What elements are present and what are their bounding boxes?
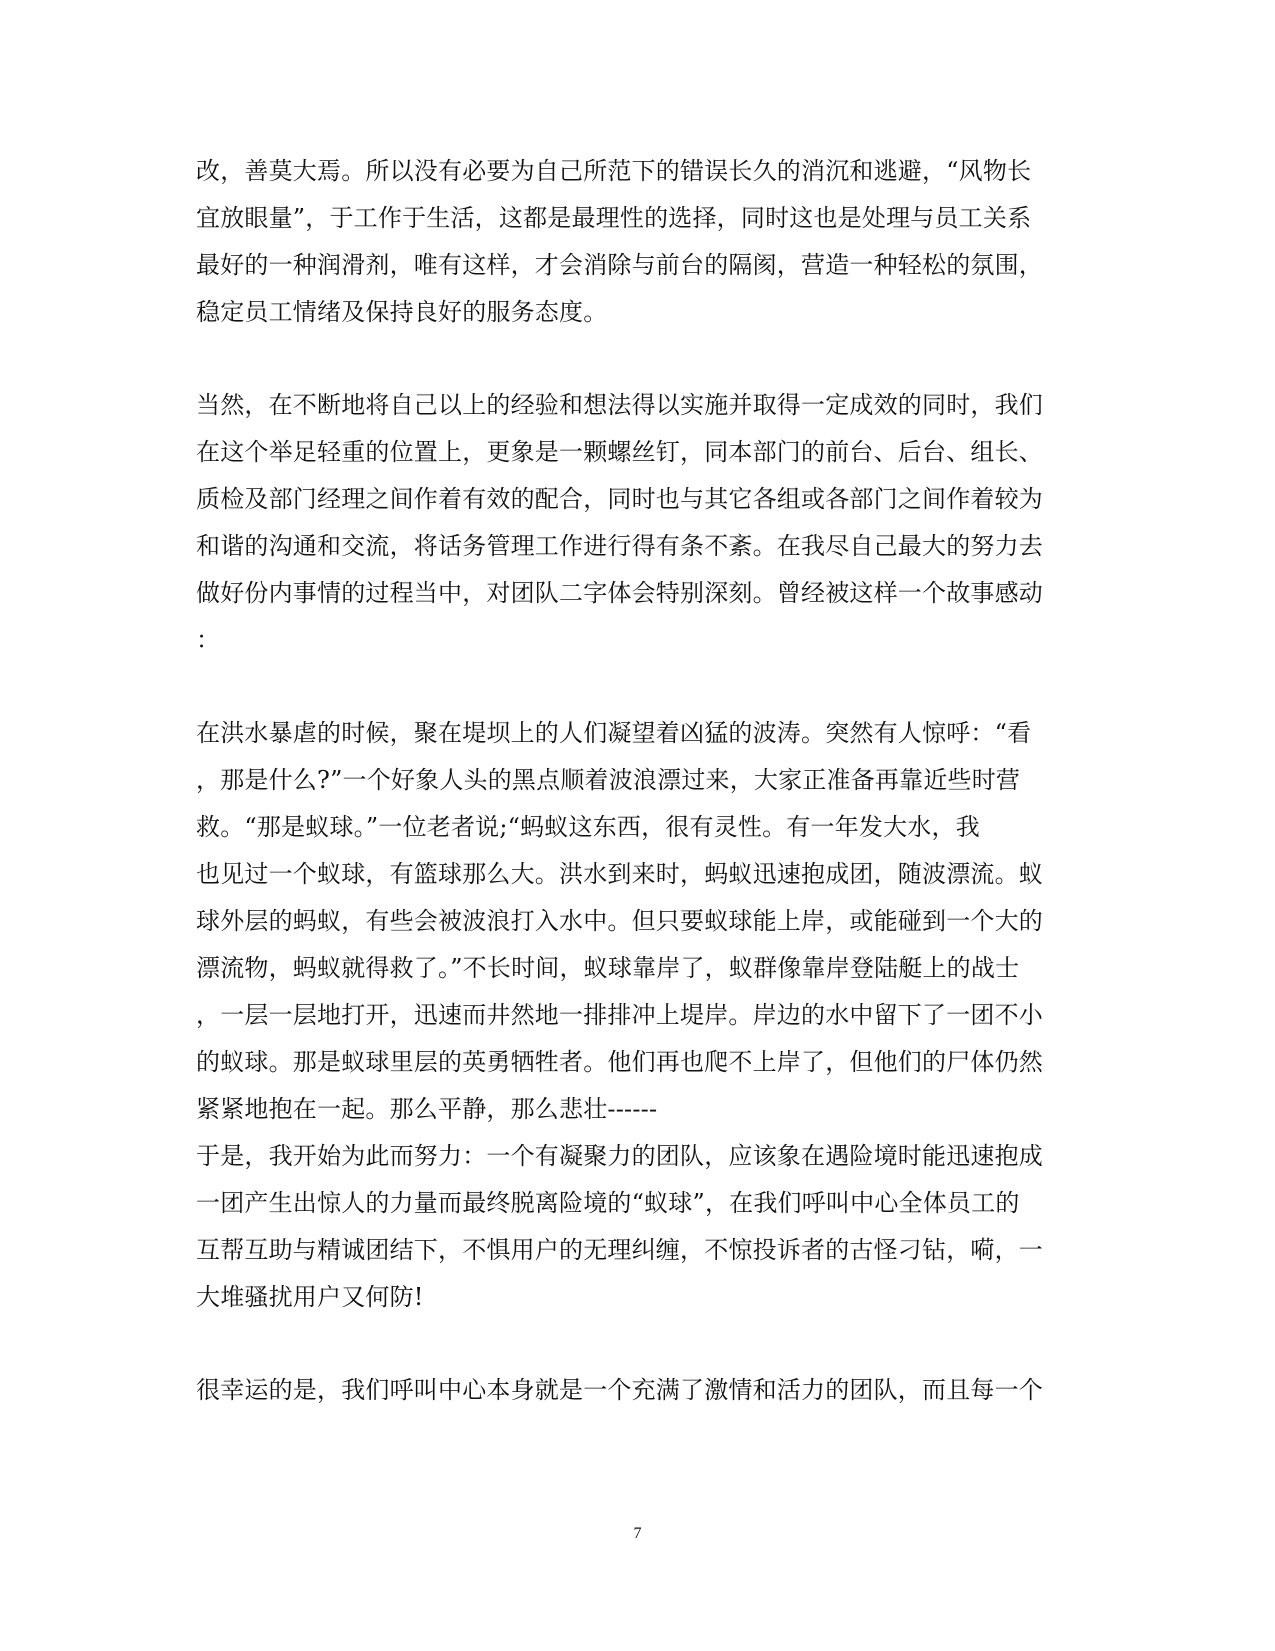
text-line: 最好的一种润滑剂，唯有这样，才会消除与前台的隔阂，营造一种轻松的氛围，	[196, 251, 1043, 279]
text-line: 紧紧地抱在一起。那么平静，那么悲壮------	[196, 1095, 658, 1123]
text-line: ，一层一层地打开，迅速而井然地一排排冲上堤岸。岸边的水中留下了一团不小	[196, 1001, 1043, 1029]
text-line: 宜放眼量”，于工作于生活，这都是最理性的选择，同时这也是处理与员工关系	[196, 204, 1032, 232]
text-line: 很幸运的是，我们呼叫中心本身就是一个充满了激情和活力的团队，而且每一个	[196, 1376, 1043, 1404]
text-line: 的蚁球。那是蚁球里层的英勇牺牲者。他们再也爬不上岸了，但他们的尸体仍然	[196, 1048, 1043, 1076]
text-line: 在这个举足轻重的位置上，更象是一颗螺丝钉，同本部门的前台、后台、组长、	[196, 438, 1043, 466]
text-line: 质检及部门经理之间作着有效的配合，同时也与其它各组或各部门之间作着较为	[196, 485, 1043, 513]
text-line: 救。“那是蚁球。”一位老者说;“蚂蚁这东西，很有灵性。有一年发大水，我	[196, 813, 980, 841]
text-line: 当然，在不断地将自己以上的经验和想法得以实施并取得一定成效的同时，我们	[196, 391, 1043, 419]
text-line: 大堆骚扰用户又何防!	[196, 1283, 424, 1311]
text-line: 做好份内事情的过程当中，对团队二字体会特别深刻。曾经被这样一个故事感动	[196, 579, 1043, 607]
text-line: 也见过一个蚁球，有篮球那么大。洪水到来时，蚂蚁迅速抱成团，随波漂流。蚁	[196, 860, 1043, 888]
text-line: 球外层的蚂蚁，有些会被波浪打入水中。但只要蚁球能上岸，或能碰到一个大的	[196, 907, 1043, 935]
page-number: 7	[633, 1525, 642, 1542]
text-line: 漂流物，蚂蚁就得救了。”不长时间，蚁球靠岸了，蚁群像靠岸登陆艇上的战士	[196, 954, 1020, 982]
text-line: 于是，我开始为此而努力：一个有凝聚力的团队，应该象在遇险境时能迅速抱成	[196, 1142, 1043, 1170]
text-line: 改，善莫大焉。所以没有必要为自己所范下的错误长久的消沉和逃避，“风物长	[196, 157, 1032, 185]
text-line: 在洪水暴虐的时候，聚在堤坝上的人们凝望着凶猛的波涛。突然有人惊呼：“看	[196, 719, 1032, 747]
text-line: ：	[196, 626, 221, 654]
text-line: 互帮互助与精诚团结下，不惧用户的无理纠缠，不惊投诉者的古怪刁钻，嗬，一	[196, 1236, 1043, 1264]
text-line: 稳定员工情绪及保持良好的服务态度。	[196, 298, 608, 326]
text-line: 和谐的沟通和交流，将话务管理工作进行得有条不紊。在我尽自己最大的努力去	[196, 532, 1043, 560]
text-line: 一团产生出惊人的力量而最终脱离险境的“蚁球”，在我们呼叫中心全体员工的	[196, 1189, 1020, 1217]
text-line: ，那是什么?”一个好象人头的黑点顺着波浪漂过来，大家正准备再靠近些时营	[196, 766, 1021, 794]
